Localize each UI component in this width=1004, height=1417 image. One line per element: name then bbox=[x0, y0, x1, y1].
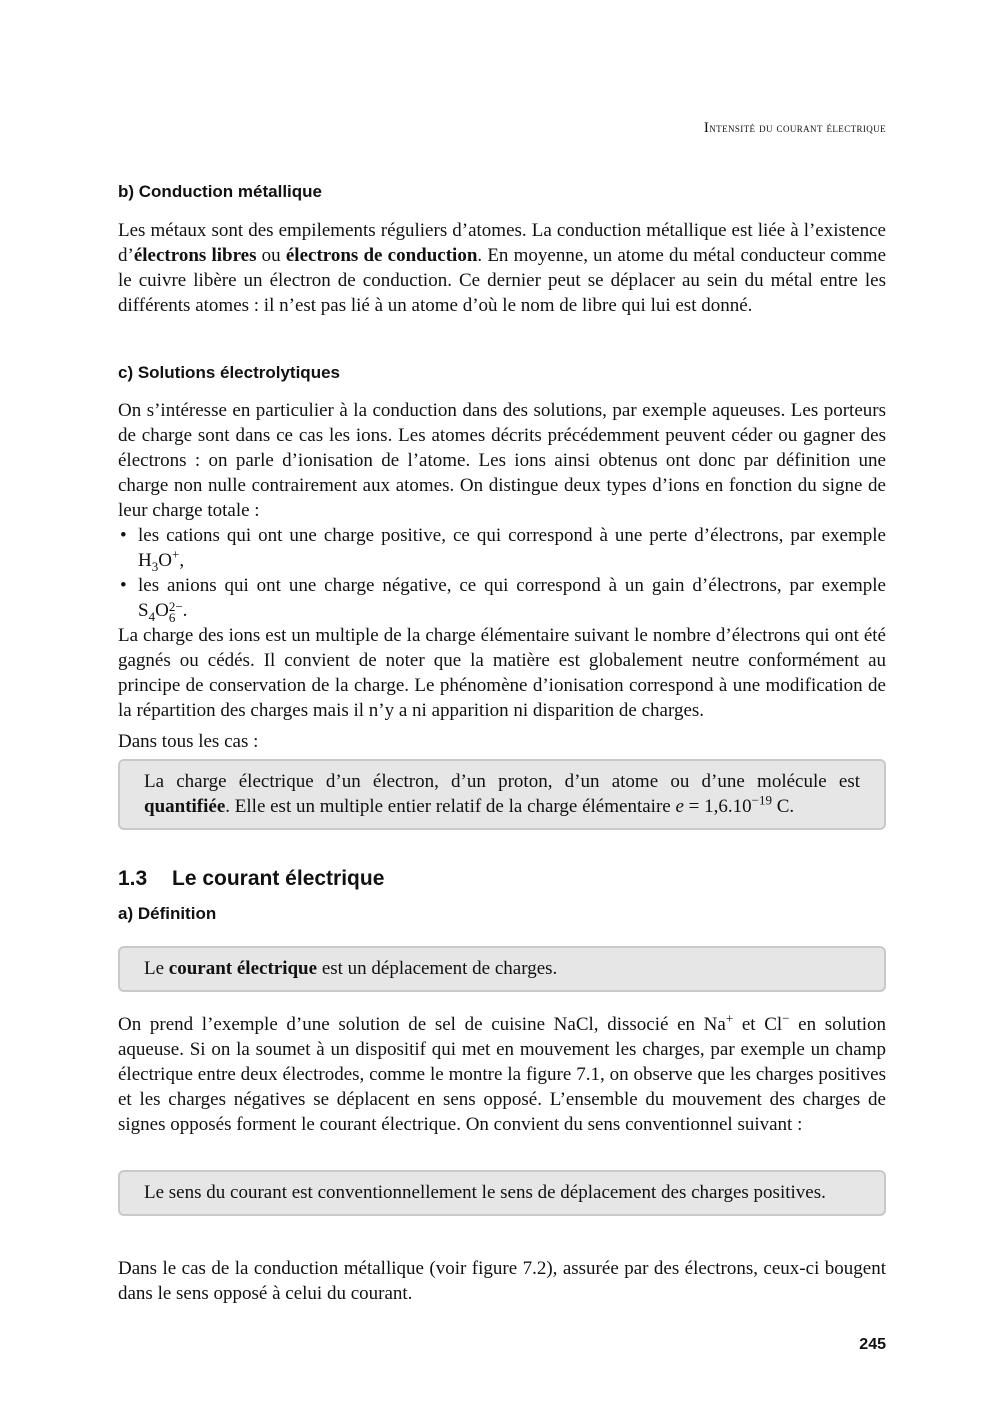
paragraph-exemple-nacl: On prend l’exemple d’une solution de sel de cuisine NaCl, dissocié en Na+ et Cl− en solution aqueuse. Si on la soumet à un dispositif qui met en mouvement les charges, par exemple un champ électrique entre deux électrodes, comme le montre la figure 7.1, on observe que les charges positives et les charges négatives se déplacent en sens opposé. L’ensemble du mouvement des charges de signes opposés forment le courant électrique. On convient du sens conventionnel suivant : bbox=[118, 1010, 887, 1135]
paragraph-charge-ions: La charge des ions est un multiple de la charge élémentaire suivant le nombre d’électrons qui ont été gagnés ou cédés. Il convient de noter que la matière est globalement neutre conformément au principe de conservation de la charge. Le phénomène d’ionisation correspond à une modification de la répartition des charges mais il n’y a ni apparition ni disparition de charges. bbox=[118, 625, 886, 721]
formula-s4o6: $S_4O$ 2− 6 bbox=[138, 599, 183, 625]
running-head: Intensité du courant électrique bbox=[703, 120, 886, 136]
highlight-box-sens-courant: Le sens du courant est conventionnellement le sens de déplacement des charges positives. bbox=[118, 1170, 886, 1216]
paragraph-conduction-metallique: Les métaux sont des empilements réguliers d’atomes. La conduction métallique est liée à l’existence d’électrons libres ou électrons de conduction. En moyenne, un atome du métal conducteur comme le cuivre libère un électron de conduction. Ce dernier peut se déplacer au sein du métal entre les différents atomes : il n’est pas lié à un atome d’où le nom de libre qui lui est donné. bbox=[118, 220, 886, 316]
page-number: 245 bbox=[859, 1336, 886, 1353]
subsection-title-solutions-electrolytiques: c) Solutions électrolytiques bbox=[118, 363, 340, 382]
list-item-anions: • les anions qui ont une charge négative, ce qui correspond à un gain d’électrons, par exemple $S_4O$ 2− 6 . bbox=[118, 573, 886, 623]
section-title-courant-electrique: 1.3 Le courant électrique bbox=[118, 867, 385, 890]
paragraph-solutions-intro: On s’intéresse en particulier à la conduction dans des solutions, par exemple aqueuses. Les porteurs de charge sont dans ce cas les ions. Les atomes décrits précédemment peuvent céder ou gagner des électrons : on parle d’ionisation de l’atome. Les ions ainsi obtenus ont donc par définition une charge non nulle contrairement aux atomes. On distingue deux types d’ions en fonction du signe de leur charge totale : bbox=[118, 400, 886, 521]
list-item-cations: • les cations qui ont une charge positive, ce qui correspond à une perte d’électrons, par exemple $H_3O^+$, bbox=[118, 523, 886, 573]
highlight-box-quantification: La charge électrique d’un électron, d’un proton, d’un atome ou d’une molécule est quantifiée. Elle est un multiple entier relatif de la charge élémentaire $e = 1,6.10^{-19}$ C. bbox=[118, 759, 886, 830]
paragraph-conduction-electrons: Dans le cas de la conduction métallique (voir figure 7.2), assurée par des électrons, ceux-ci bougent dans le sens opposé à celui du courant. bbox=[118, 1258, 886, 1304]
ion-type-list bbox=[118, 523, 886, 623]
formula-h3o: $H_3O^+$ bbox=[138, 546, 180, 574]
paragraph-dans-tous-les-cas: Dans tous les cas : bbox=[118, 731, 259, 752]
highlight-box-definition: Le courant électrique est un déplacement de charges. bbox=[118, 946, 886, 992]
subsection-title-conduction-metallique: b) Conduction métallique bbox=[118, 182, 322, 201]
subsection-title-definition: a) Définition bbox=[118, 904, 217, 923]
